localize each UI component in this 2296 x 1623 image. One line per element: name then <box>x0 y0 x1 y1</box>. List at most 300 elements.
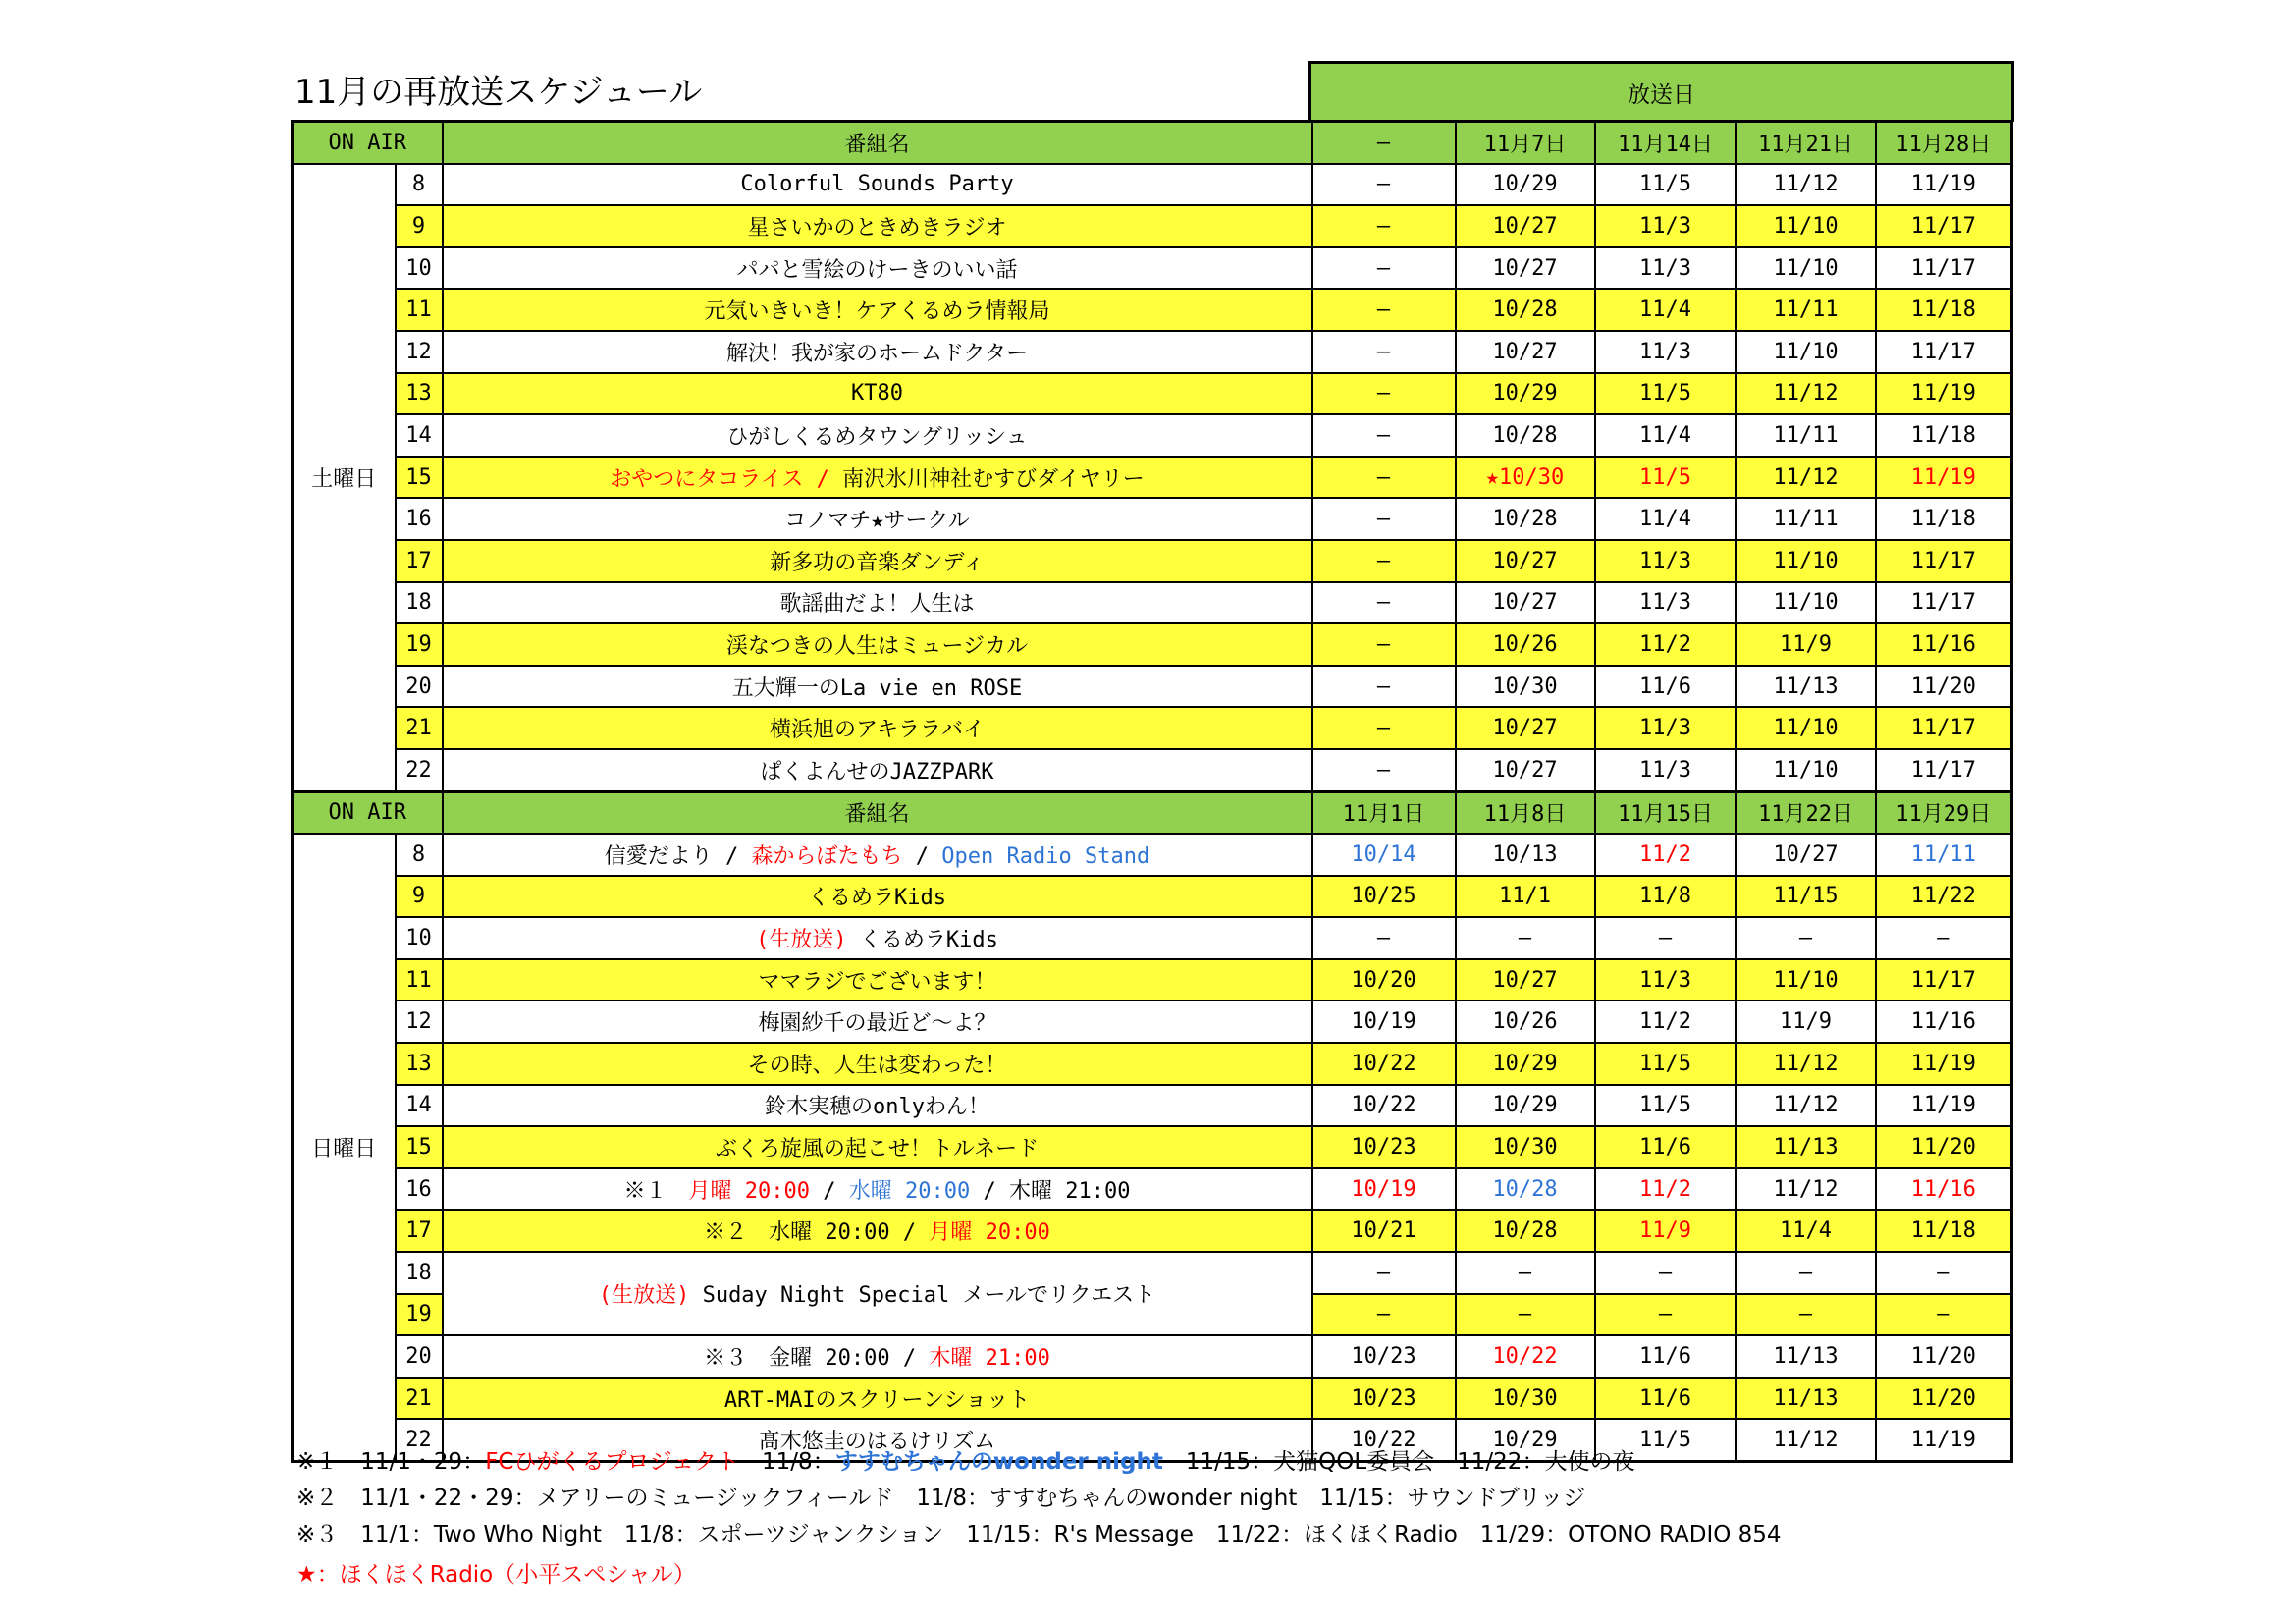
date-cell: 10/28 <box>1456 1168 1595 1211</box>
date-cell: — <box>1456 1252 1595 1294</box>
title-segment: おやつにタコライス <box>610 466 804 492</box>
date-cell: 10/29 <box>1456 373 1595 415</box>
date-cell: 11/11 <box>1736 414 1876 457</box>
hour-cell: 14 <box>396 414 443 457</box>
title-segment: / <box>902 843 942 869</box>
table-row <box>293 1335 2012 1378</box>
hour-cell: 15 <box>396 457 443 499</box>
date-cell: — <box>1312 707 1456 749</box>
date-cell: — <box>1736 1294 1876 1336</box>
title-segment: その時、人生は変わった！ <box>747 1053 1007 1078</box>
date-cell: — <box>1595 1294 1736 1336</box>
title-segment: コノマチ★サークル <box>784 509 970 534</box>
date-cell: 11/3 <box>1595 749 1736 791</box>
date-cell: 11/19 <box>1876 373 2012 415</box>
date-cell: — <box>1595 1252 1736 1294</box>
date-cell: 11/10 <box>1736 582 1876 624</box>
title-segment: 解決！我が家のホームドクター <box>725 341 1029 366</box>
date-cell: 11/1 <box>1456 876 1595 918</box>
program-header: 番組名 <box>443 122 1312 164</box>
date-cell: 11/10 <box>1736 749 1876 791</box>
date-cell: 11/6 <box>1595 1335 1736 1378</box>
title-segment: (生放送) <box>756 928 847 953</box>
date-cell: 11/5 <box>1595 457 1736 499</box>
date-cell: 11/4 <box>1595 289 1736 331</box>
date-cell: 11/10 <box>1736 959 1876 1001</box>
table-row <box>293 1043 2012 1085</box>
page-title: 11月の再放送スケジュール <box>294 73 703 112</box>
program-title <box>443 582 1312 624</box>
schedule-table <box>291 120 2013 1463</box>
on-air-header: ON AIR <box>293 122 443 164</box>
program-title <box>443 834 1312 876</box>
date-cell: 11/5 <box>1595 1085 1736 1127</box>
title-segment: 元気いきいき！ケアくるめラ情報局 <box>704 299 1050 325</box>
sunday-header-row <box>293 791 2012 834</box>
table-row <box>293 876 2012 918</box>
date-cell: 10/29 <box>1456 1085 1595 1127</box>
footnote-line <box>296 1516 1782 1548</box>
date-cell: 11/16 <box>1876 623 2012 666</box>
table-row <box>293 834 2012 876</box>
date-cell: 11/3 <box>1595 205 1736 247</box>
title-segment: 横浜旭のアキララバイ <box>769 718 986 743</box>
program-title <box>443 749 1312 791</box>
date-cell: 11/12 <box>1736 457 1876 499</box>
date-cell: 11/3 <box>1595 540 1736 582</box>
hour-cell: 11 <box>396 289 443 331</box>
hour-cell: 13 <box>396 1043 443 1085</box>
hour-cell: 12 <box>396 1001 443 1043</box>
title-segment: / <box>803 466 843 492</box>
date-cell: — <box>1312 666 1456 708</box>
date-cell: — <box>1312 414 1456 457</box>
date-cell: 11/4 <box>1595 414 1736 457</box>
date-cell: 11/6 <box>1595 666 1736 708</box>
date-cell: 11/8 <box>1595 876 1736 918</box>
title-segment: 月曜 20:00 <box>929 1220 1050 1246</box>
date-cell: 10/28 <box>1456 289 1595 331</box>
date-cell: 11/17 <box>1876 205 2012 247</box>
date-cell: — <box>1312 540 1456 582</box>
hour-cell: 19 <box>396 1294 443 1336</box>
table-row <box>293 1252 2012 1294</box>
date-cell: 10/28 <box>1456 498 1595 540</box>
footnote-segment: ※３ 11/1：Two Who Night 11/8：スポーツジャンクション 11/15：R's Message 11/22：ほくほくRadio 11/29：OTONO RADIO 854 <box>296 1522 1782 1547</box>
hour-cell: 22 <box>396 749 443 791</box>
sunday-day-label: 日曜日 <box>293 834 396 1461</box>
date-cell: 11/17 <box>1876 707 2012 749</box>
title-segment: Open Radio Stand <box>941 843 1150 869</box>
hour-cell: 18 <box>396 1252 443 1294</box>
date-cell: — <box>1312 749 1456 791</box>
date-cell: 11/13 <box>1736 1378 1876 1420</box>
title-segment: ぱくよんせのJAZZPARK <box>760 759 994 784</box>
date-cell: 11/9 <box>1736 1001 1876 1043</box>
title-segment: KT80 <box>851 381 903 406</box>
hour-cell: 21 <box>396 1378 443 1420</box>
date-cell: — <box>1312 917 1456 959</box>
date-cell: 10/27 <box>1456 540 1595 582</box>
footnote-line <box>296 1556 696 1589</box>
footnote-segment: 11/8： <box>739 1449 835 1475</box>
hour-cell: 8 <box>396 834 443 876</box>
date-cell: 11/12 <box>1736 164 1876 206</box>
date-cell: 11/20 <box>1876 1378 2012 1420</box>
date-cell: 10/22 <box>1312 1419 1456 1461</box>
date-cell: — <box>1312 498 1456 540</box>
table-row <box>293 917 2012 959</box>
date-cell: 11/3 <box>1595 331 1736 373</box>
table-row <box>293 1168 2012 1211</box>
date-cell: 11/13 <box>1736 1335 1876 1378</box>
program-title <box>443 917 1312 959</box>
date-column-header: 11月1日 <box>1312 791 1456 834</box>
footnote-segment: ※２ 11/1・22・29：メアリーのミュージックフィールド 11/8：すすむちゃんのwonder night 11/15：サウンドブリッジ <box>296 1486 1586 1511</box>
date-cell: 11/22 <box>1876 876 2012 918</box>
date-cell: 11/3 <box>1595 707 1736 749</box>
footnote-segment: 11/15：犬猫QOL委員会 11/22：大使の夜 <box>1162 1449 1635 1475</box>
hour-cell: 12 <box>396 331 443 373</box>
date-cell: 10/19 <box>1312 1168 1456 1211</box>
date-cell: 11/2 <box>1595 1168 1736 1211</box>
title-segment: ※２ 水曜 20:00 / <box>704 1220 930 1246</box>
table-row <box>293 164 2012 206</box>
title-segment: ※１ <box>623 1178 689 1204</box>
date-cell: 11/2 <box>1595 623 1736 666</box>
program-title <box>443 707 1312 749</box>
program-title <box>443 247 1312 290</box>
title-segment: パパと雪絵のけーきのいい話 <box>736 257 1018 283</box>
date-cell: 11/13 <box>1736 1126 1876 1168</box>
date-cell: 11/11 <box>1736 498 1876 540</box>
date-cell: 10/27 <box>1456 707 1595 749</box>
table-row <box>293 247 2012 290</box>
date-cell: 10/23 <box>1312 1378 1456 1420</box>
date-cell: 10/26 <box>1456 623 1595 666</box>
table-row <box>293 1210 2012 1252</box>
table-row <box>293 707 2012 749</box>
title-segment: 森からぼたもち <box>751 843 903 869</box>
date-cell: 11/12 <box>1736 1419 1876 1461</box>
date-cell: 11/20 <box>1876 1335 2012 1378</box>
hour-cell: 13 <box>396 373 443 415</box>
date-cell: 11/10 <box>1736 247 1876 290</box>
title-segment: くるめラKids <box>846 928 998 953</box>
hour-cell: 21 <box>396 707 443 749</box>
hour-cell: 14 <box>396 1085 443 1127</box>
program-title <box>443 498 1312 540</box>
title-segment: 南沢氷川神社むすびダイヤリー <box>842 466 1145 492</box>
title-segment: くるめラKids <box>808 886 946 911</box>
title-segment: 渓なつきの人生はミュージカル <box>725 633 1029 659</box>
date-cell: — <box>1456 1294 1595 1336</box>
date-cell: 11/18 <box>1876 289 2012 331</box>
hour-cell: 20 <box>396 1335 443 1378</box>
date-cell: 11/17 <box>1876 540 2012 582</box>
program-title <box>443 1043 1312 1085</box>
date-cell: 11/19 <box>1876 164 2012 206</box>
title-segment: ぶくろ旋風の起こせ！トルネード <box>715 1137 1040 1163</box>
date-column-header: 11月8日 <box>1456 791 1595 834</box>
date-cell: 10/22 <box>1312 1085 1456 1127</box>
date-cell: 10/28 <box>1456 414 1595 457</box>
table-row <box>293 498 2012 540</box>
date-cell: 10/26 <box>1456 1001 1595 1043</box>
table-row <box>293 1085 2012 1127</box>
date-cell: 10/19 <box>1312 1001 1456 1043</box>
date-cell: — <box>1736 1252 1876 1294</box>
date-column-header: 11月7日 <box>1456 122 1595 164</box>
date-cell: 11/19 <box>1876 1419 2012 1461</box>
date-cell: 11/10 <box>1736 331 1876 373</box>
date-cell: 10/29 <box>1456 164 1595 206</box>
date-column-header: 11月15日 <box>1595 791 1736 834</box>
table-row <box>293 373 2012 415</box>
date-cell: 11/11 <box>1736 289 1876 331</box>
footnote-line <box>296 1443 1634 1476</box>
date-cell: 10/23 <box>1312 1126 1456 1168</box>
date-column-header: 11月29日 <box>1876 791 2012 834</box>
date-cell: 11/10 <box>1736 540 1876 582</box>
date-cell: 11/19 <box>1876 1085 2012 1127</box>
date-cell: 11/16 <box>1876 1001 2012 1043</box>
saturday-header-row <box>293 122 2012 164</box>
date-cell: 11/18 <box>1876 414 2012 457</box>
date-cell: 11/15 <box>1736 876 1876 918</box>
hour-cell: 20 <box>396 666 443 708</box>
program-title <box>443 1252 1312 1335</box>
date-cell: 10/23 <box>1312 1335 1456 1378</box>
table-row <box>293 666 2012 708</box>
hour-cell: 10 <box>396 247 443 290</box>
date-column-header: 11月28日 <box>1876 122 2012 164</box>
table-row <box>293 623 2012 666</box>
date-column-header: — <box>1312 122 1456 164</box>
date-cell: 11/10 <box>1736 707 1876 749</box>
date-cell: 10/29 <box>1456 1419 1595 1461</box>
date-cell: — <box>1312 457 1456 499</box>
date-cell: 11/2 <box>1595 1001 1736 1043</box>
title-segment: Suday Night Special メールでリクエスト <box>689 1283 1156 1309</box>
date-column-header: 11月22日 <box>1736 791 1876 834</box>
date-cell: 11/5 <box>1595 373 1736 415</box>
hour-cell: 9 <box>396 876 443 918</box>
table-row <box>293 414 2012 457</box>
date-cell: 10/27 <box>1456 205 1595 247</box>
date-cell: 11/5 <box>1595 164 1736 206</box>
date-cell: 11/5 <box>1595 1043 1736 1085</box>
table-row <box>293 205 2012 247</box>
title-segment: ※３ 金曜 20:00 / <box>704 1346 930 1372</box>
date-cell: 11/12 <box>1736 1043 1876 1085</box>
date-cell: 11/4 <box>1595 498 1736 540</box>
program-title <box>443 1335 1312 1378</box>
date-cell: 10/21 <box>1312 1210 1456 1252</box>
title-segment: 信愛だより / <box>604 843 752 869</box>
date-cell: 11/10 <box>1736 205 1876 247</box>
table-row <box>293 289 2012 331</box>
program-title <box>443 959 1312 1001</box>
date-cell: 10/27 <box>1736 834 1876 876</box>
footnote-segment: FCひがくるプロジェクト <box>485 1449 740 1475</box>
program-title <box>443 1001 1312 1043</box>
title-segment: 星さいかのときめきラジオ <box>747 215 1007 241</box>
title-segment: / 木曜 21:00 <box>970 1178 1131 1204</box>
date-cell: — <box>1736 917 1876 959</box>
broadcast-date-header: 放送日 <box>1308 61 2014 122</box>
date-cell: 11/19 <box>1876 1043 2012 1085</box>
date-cell: 10/27 <box>1456 959 1595 1001</box>
table-row <box>293 1001 2012 1043</box>
title-segment: 木曜 21:00 <box>929 1346 1050 1372</box>
footnote-line <box>296 1480 1585 1512</box>
date-cell: 11/20 <box>1876 1126 2012 1168</box>
date-cell: 11/18 <box>1876 1210 2012 1252</box>
program-title <box>443 876 1312 918</box>
program-title <box>443 666 1312 708</box>
title-segment: 月曜 20:00 <box>688 1178 811 1204</box>
table-row <box>293 959 2012 1001</box>
date-cell: 11/6 <box>1595 1126 1736 1168</box>
hour-cell: 19 <box>396 623 443 666</box>
title-segment: 鈴木実穂のonlyわん！ <box>765 1095 989 1120</box>
program-title <box>443 414 1312 457</box>
date-cell: 11/11 <box>1876 834 2012 876</box>
hour-cell: 17 <box>396 540 443 582</box>
date-cell: 11/17 <box>1876 749 2012 791</box>
date-cell: 10/22 <box>1312 1043 1456 1085</box>
title-segment: 水曜 20:00 <box>848 1178 971 1204</box>
date-cell: — <box>1312 1294 1456 1336</box>
table-row <box>293 457 2012 499</box>
date-cell: — <box>1312 623 1456 666</box>
date-cell: 11/6 <box>1595 1378 1736 1420</box>
date-cell: — <box>1312 164 1456 206</box>
date-cell: — <box>1876 917 2012 959</box>
footnote-segment: ※１ 11/1・29： <box>296 1449 486 1475</box>
date-cell: 10/30 <box>1456 1126 1595 1168</box>
date-cell: — <box>1312 582 1456 624</box>
date-cell: 10/27 <box>1456 247 1595 290</box>
date-cell: — <box>1312 331 1456 373</box>
hour-cell: 18 <box>396 582 443 624</box>
date-cell: — <box>1312 247 1456 290</box>
hour-cell: 15 <box>396 1126 443 1168</box>
title-segment: ひがしくるめタウングリッシュ <box>726 424 1028 450</box>
date-cell: 11/17 <box>1876 247 2012 290</box>
date-column-header: 11月21日 <box>1736 122 1876 164</box>
date-cell: 11/3 <box>1595 959 1736 1001</box>
date-cell: ★10/30 <box>1456 457 1595 499</box>
title-segment: 五大輝一のLa vie en ROSE <box>731 676 1023 701</box>
date-cell: — <box>1456 917 1595 959</box>
date-cell: — <box>1876 1294 2012 1336</box>
date-cell: 11/9 <box>1595 1210 1736 1252</box>
saturday-day-label: 土曜日 <box>293 164 396 791</box>
date-cell: 11/17 <box>1876 582 2012 624</box>
program-header: 番組名 <box>443 791 1312 834</box>
date-cell: 10/30 <box>1456 666 1595 708</box>
program-title <box>443 1210 1312 1252</box>
on-air-header: ON AIR <box>293 791 443 834</box>
program-title <box>443 289 1312 331</box>
date-cell: 11/4 <box>1736 1210 1876 1252</box>
footnote-segment: ★：ほくほくRadio（小平スペシャル） <box>296 1562 696 1588</box>
hour-cell: 10 <box>396 917 443 959</box>
title-segment: ママラジでございます！ <box>758 969 996 995</box>
title-segment: 髙木悠圭のはるけリズム <box>758 1430 996 1455</box>
program-title <box>443 1168 1312 1211</box>
date-cell: 11/2 <box>1595 834 1736 876</box>
date-cell: 11/3 <box>1595 582 1736 624</box>
title-segment: / <box>810 1178 849 1204</box>
title-segment: 新多功の音楽ダンディ <box>770 550 985 575</box>
program-title <box>443 205 1312 247</box>
title-segment: 梅園紗千の最近ど～よ？ <box>758 1011 996 1037</box>
program-title <box>443 164 1312 206</box>
date-cell: 11/12 <box>1736 373 1876 415</box>
date-cell: 11/16 <box>1876 1168 2012 1211</box>
hour-cell: 22 <box>396 1419 443 1461</box>
date-cell: 10/14 <box>1312 834 1456 876</box>
date-cell: 10/29 <box>1456 1043 1595 1085</box>
date-column-header: 11月14日 <box>1595 122 1736 164</box>
date-cell: 11/3 <box>1595 247 1736 290</box>
date-cell: — <box>1312 205 1456 247</box>
program-title <box>443 1126 1312 1168</box>
date-cell: — <box>1876 1252 2012 1294</box>
date-cell: 11/9 <box>1736 623 1876 666</box>
program-title <box>443 331 1312 373</box>
table-row <box>293 540 2012 582</box>
title-segment: (生放送) <box>598 1283 690 1309</box>
date-cell: 11/20 <box>1876 666 2012 708</box>
date-cell: 10/22 <box>1456 1335 1595 1378</box>
program-title <box>443 623 1312 666</box>
date-cell: 10/27 <box>1456 582 1595 624</box>
hour-cell: 8 <box>396 164 443 206</box>
date-cell: — <box>1595 917 1736 959</box>
date-cell: 10/28 <box>1456 1210 1595 1252</box>
date-cell: 11/5 <box>1595 1419 1736 1461</box>
date-cell: 11/19 <box>1876 457 2012 499</box>
date-cell: 11/17 <box>1876 959 2012 1001</box>
date-cell: 11/13 <box>1736 666 1876 708</box>
table-row <box>293 1378 2012 1420</box>
date-cell: 11/18 <box>1876 498 2012 540</box>
title-segment: 歌謡曲だよ！人生は <box>779 592 975 618</box>
program-title <box>443 540 1312 582</box>
date-cell: 10/27 <box>1456 749 1595 791</box>
date-cell: — <box>1312 289 1456 331</box>
date-cell: 10/30 <box>1456 1378 1595 1420</box>
table-row <box>293 582 2012 624</box>
date-cell: 11/17 <box>1876 331 2012 373</box>
date-cell: 11/12 <box>1736 1085 1876 1127</box>
date-cell: — <box>1312 373 1456 415</box>
footnote-segment: すすむちゃんのwonder night <box>834 1449 1163 1475</box>
hour-cell: 16 <box>396 498 443 540</box>
date-cell: 10/27 <box>1456 331 1595 373</box>
date-cell: 11/12 <box>1736 1168 1876 1211</box>
program-title <box>443 1378 1312 1420</box>
program-title <box>443 373 1312 415</box>
hour-cell: 9 <box>396 205 443 247</box>
date-cell: 10/13 <box>1456 834 1595 876</box>
table-row <box>293 749 2012 791</box>
date-cell: 10/25 <box>1312 876 1456 918</box>
